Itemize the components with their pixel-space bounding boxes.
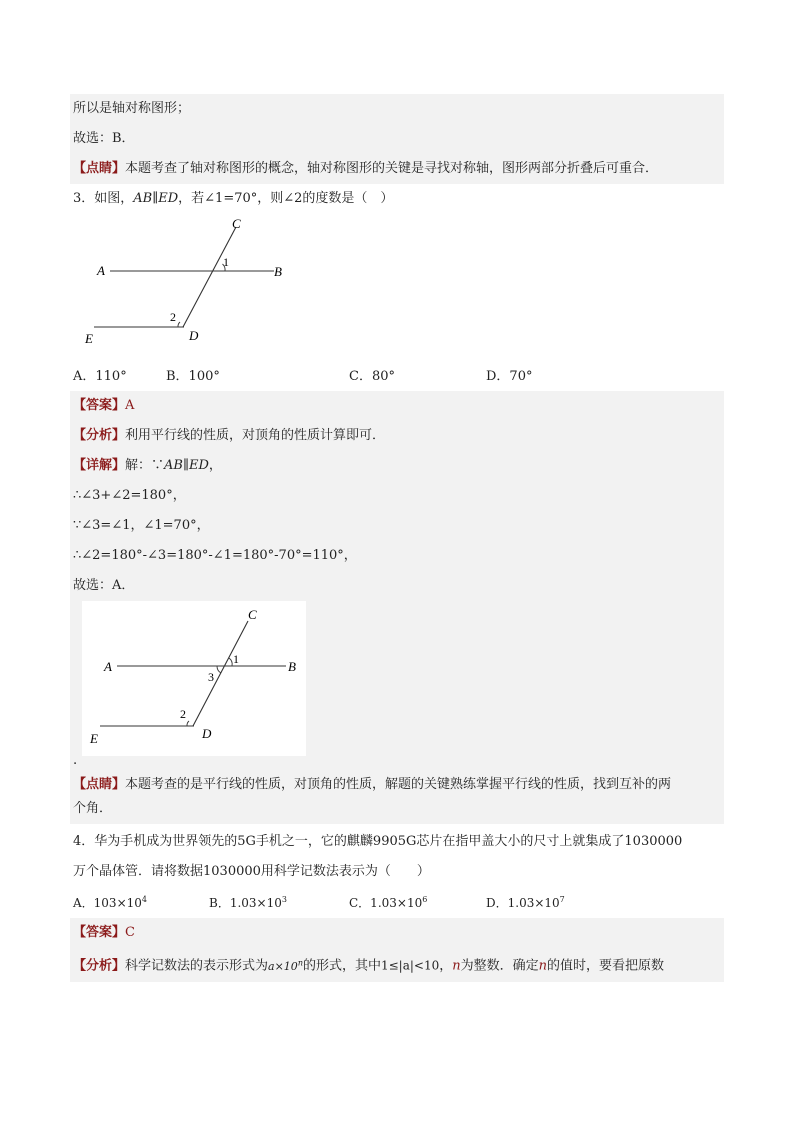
q3-option-d: D．70° [486, 369, 533, 384]
note-tag: 【点睛】 [73, 161, 126, 176]
q3-step-1: ∴∠3+∠2=180°， [73, 488, 186, 503]
detail-math: AB∥ED [164, 458, 209, 473]
q4-option-d [486, 894, 565, 911]
prev-solution-block [70, 94, 724, 184]
q3-stem-text-b: ，若∠1=70°，则∠2的度数是（ ） [178, 191, 394, 206]
analysis-math-3: n [452, 958, 461, 974]
label-e: E [85, 331, 93, 346]
q4-option-d-text: D．1.03×10 [486, 896, 560, 910]
q3-note-line-2: 个角． [73, 801, 113, 816]
q4-option-c-exp: 6 [422, 895, 428, 904]
prev-note [70, 154, 724, 184]
q4-stem-line-1 [70, 824, 724, 857]
prev-line-1: 所以是轴对称图形； [73, 101, 191, 116]
angle-1-arc [229, 658, 232, 666]
figure-trailing-dot: . [73, 753, 78, 768]
angle-2-arc [178, 322, 180, 327]
note-text: 本题考查了轴对称图形的概念，轴对称图形的关键是寻找对称轴，图形两部分折叠后可重合． [125, 161, 659, 176]
q3-choose: 故选：A． [73, 578, 135, 593]
q4-solution-block [70, 918, 724, 982]
angle-3-arc [217, 666, 221, 673]
q3-step-2: ∵∠3=∠1，∠1=70°， [73, 518, 210, 533]
label-a: A [104, 659, 112, 674]
q3-solution-block [70, 391, 724, 824]
label-b: B [274, 264, 282, 279]
label-angle-1: 1 [233, 652, 239, 666]
document-page [70, 94, 724, 982]
note-text-1: 本题考查的是平行线的性质，对顶角的性质，解题的关键熟练掌握平行线的性质，找到互补的两 [125, 777, 672, 792]
q4-option-d-exp: 7 [559, 895, 565, 904]
q3-note-line-1 [70, 770, 724, 795]
analysis-text-d: 为整数．确定 [460, 958, 539, 974]
answer-value: C [125, 925, 135, 940]
prev-line-2: 故选：B． [73, 131, 135, 146]
q4-option-b-exp: 3 [281, 895, 287, 904]
answer-tag: 【答案】 [73, 398, 126, 413]
q3-answer [70, 391, 724, 421]
q4-option-c-text: C．1.03×10 [349, 896, 423, 910]
label-c: C [248, 607, 257, 622]
analysis-text: 利用平行线的性质，对顶角的性质计算即可． [125, 428, 386, 443]
parallel-lines-diagram-with-angle-3 [82, 601, 306, 756]
detail-text-a: 解：∵ [125, 458, 165, 473]
analysis-tag: 【分析】 [73, 428, 126, 443]
label-angle-3: 3 [208, 670, 214, 684]
q4-option-a-text: A．103×10 [73, 896, 142, 910]
line-cd [193, 621, 248, 726]
analysis-math-1 [268, 960, 303, 973]
angle-2-arc [187, 721, 189, 726]
analysis-tag: 【分析】 [73, 958, 126, 974]
analysis-math-4: n [538, 958, 548, 974]
q4-answer [70, 918, 724, 948]
analysis-math-2: 1≤|a|<10 [380, 958, 440, 973]
label-angle-2: 2 [170, 310, 176, 324]
label-e: E [90, 731, 98, 746]
q3-stem-math: AB∥ED [133, 191, 179, 206]
label-a: A [97, 263, 105, 278]
label-angle-1: 1 [223, 255, 229, 269]
q4-option-b-text: B．1.03×10 [209, 896, 282, 910]
q3-options [70, 358, 724, 391]
label-d: D [202, 726, 212, 741]
q3-analysis [70, 421, 724, 451]
q4-option-a [73, 894, 209, 911]
note-tag: 【点睛】 [73, 777, 126, 792]
analysis-text-a: 科学记数法的表示形式为 [125, 958, 269, 974]
q4-option-b [209, 894, 349, 911]
q3-stem-text-a: 如图， [94, 191, 134, 206]
q3-option-b: B．100° [166, 369, 220, 384]
q3-detail [70, 451, 724, 481]
label-b: B [288, 659, 296, 674]
analysis-math-1-base: a×10 [268, 959, 298, 973]
q3-stem [70, 184, 724, 214]
q3-solution-figure [82, 601, 306, 756]
q3-option-a: A．110° [73, 369, 127, 384]
q4-stem-line-2: 万个晶体管．请将数据1030000用科学记数法表示为（ ） [73, 864, 430, 879]
label-angle-2: 2 [180, 707, 186, 721]
q4-option-c [349, 894, 486, 911]
q3-step-3: ∴∠2=180°-∠3=180°-∠1=180°-70°=110°， [73, 548, 357, 563]
answer-tag: 【答案】 [73, 925, 126, 940]
q4-analysis [70, 948, 724, 982]
detail-text-b: ， [208, 458, 222, 473]
q3-option-c: C．80° [349, 369, 395, 384]
analysis-text-c: ， [439, 958, 453, 974]
label-c: C [232, 218, 241, 231]
detail-tag: 【详解】 [73, 458, 126, 473]
q4-options [70, 887, 724, 918]
q4-option-a-exp: 4 [141, 895, 147, 904]
analysis-math-1-exp: n [297, 958, 303, 967]
q3-number: 3． [73, 191, 95, 206]
answer-value: A [125, 398, 135, 413]
parallel-lines-diagram [76, 218, 306, 350]
q4-number: 4． [73, 834, 95, 849]
label-d: D [189, 328, 199, 343]
analysis-text-e: 的值时，要看把原数 [547, 958, 665, 974]
q3-figure [70, 214, 724, 358]
q4-stem-text-1: 华为手机成为世界领先的5G手机之一，它的麒麟9905G芯片在指甲盖大小的尺寸上就集成了1030000 [94, 834, 683, 849]
analysis-text-b: 的形式，其中 [302, 958, 381, 974]
line-cd [183, 227, 236, 327]
